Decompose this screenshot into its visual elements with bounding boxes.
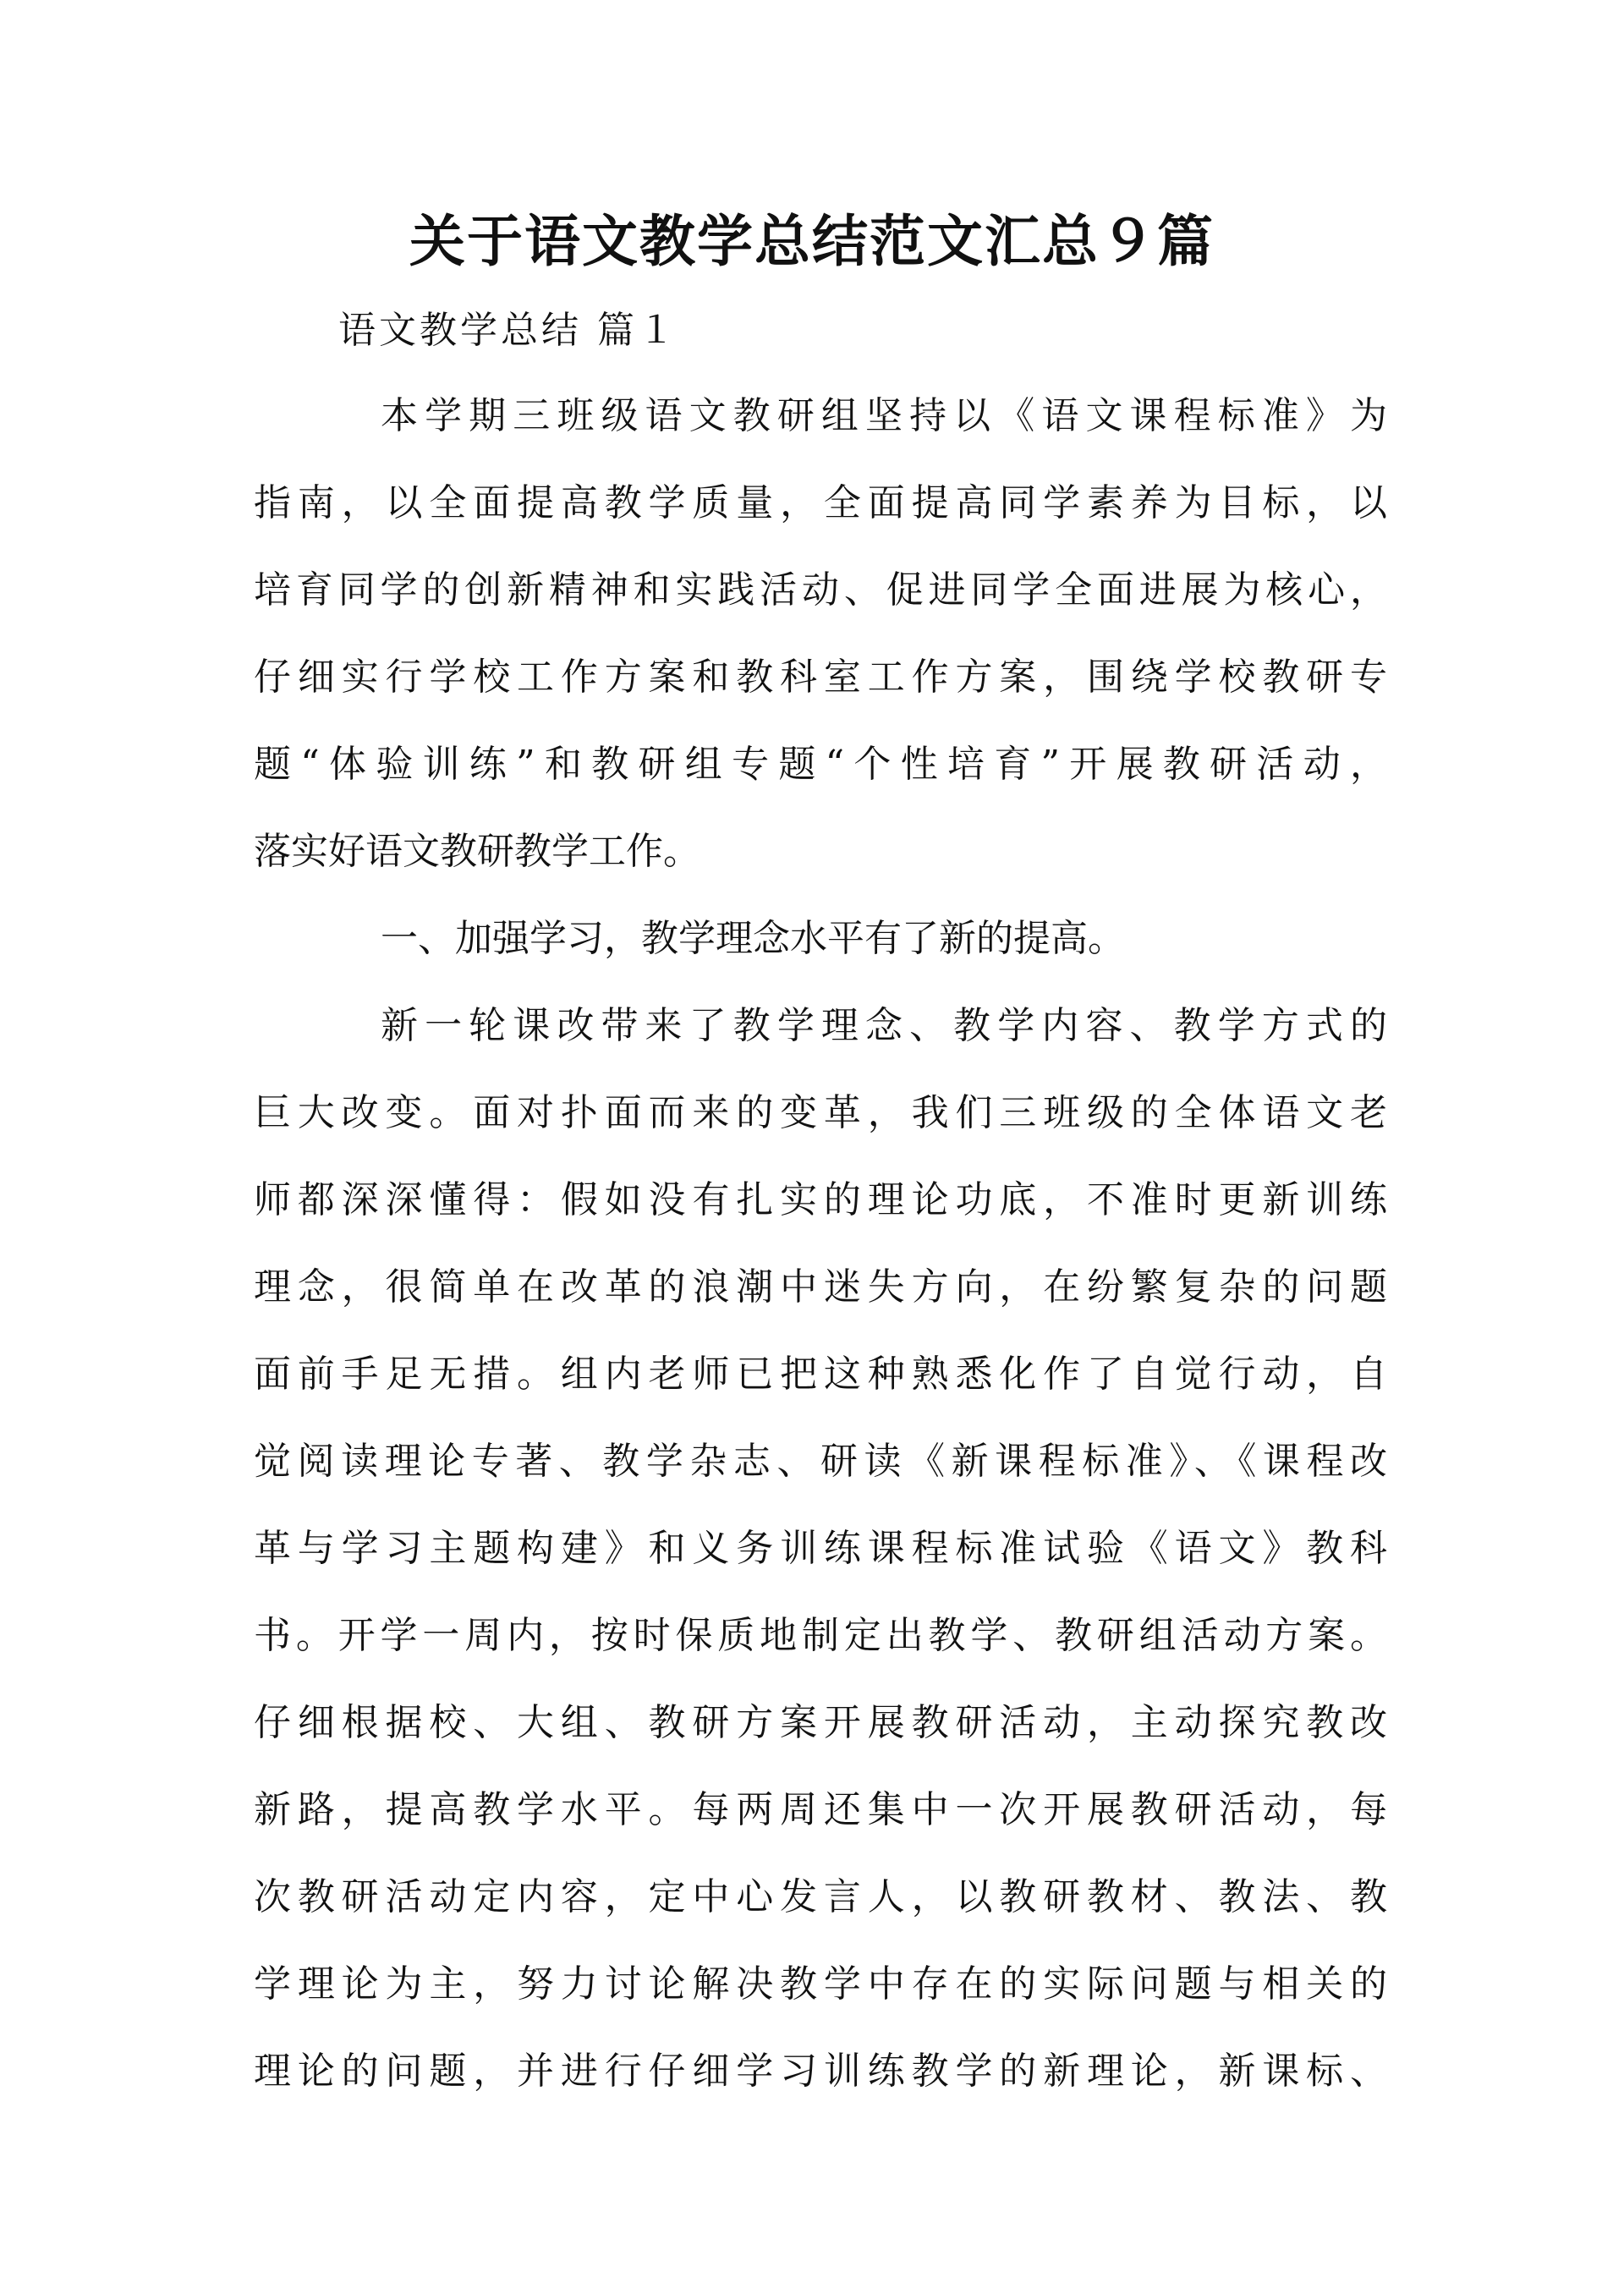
text-line: 仔细根据校、大组、教研方案开展教研活动，主动探究教改 [254, 1701, 1387, 1744]
text-line: 一、加强学习，教学理念水平有了新的提高。 [381, 917, 1125, 960]
text-line: 师都深深懂得：假如没有扎实的理论功底，不准时更新训练 [254, 1178, 1387, 1221]
text-line: 理念，很简单在改革的浪潮中迷失方向，在纷繁复杂的问题 [254, 1265, 1387, 1309]
section-heading: 语文教学总结 篇１ [338, 309, 678, 352]
text-line: 落实好语文教研教学工作。 [254, 830, 700, 873]
text-line: 革与学习主题构建》和义务训练课程标准试验《语文》教科 [254, 1527, 1387, 1570]
text-line: 学理论为主，努力讨论解决教学中存在的实际问题与相关的 [254, 1962, 1387, 2006]
text-line: 书。开学一周内，按时保质地制定出教学、教研组活动方案。 [254, 1614, 1387, 1657]
text-line: 新一轮课改带来了教学理念、教学内容、教学方式的 [381, 1004, 1387, 1047]
text-line: 新路，提高教学水平。每两周还集中一次开展教研活动，每 [254, 1788, 1387, 1831]
document-title: 关于语文教学总结范文汇总９篇 [409, 209, 1215, 274]
text-line: 面前手足无措。组内老师已把这种熟悉化作了自觉行动，自 [254, 1353, 1387, 1396]
body-text [254, 372, 1387, 2115]
text-line: 培育同学的创新精神和实践活动、促进同学全面进展为核心， [254, 568, 1387, 612]
text-line: 题“体验训练”和教研组专题“个性培育”开展教研活动， [254, 743, 1387, 786]
text-line: 次教研活动定内容，定中心发言人，以教研教材、教法、教 [254, 1875, 1387, 1918]
text-line: 指南，以全面提高教学质量，全面提高同学素养为目标，以 [254, 481, 1387, 524]
text-line: 本学期三班级语文教研组坚持以《语文课程标准》为 [381, 394, 1387, 437]
text-line: 理论的问题，并进行仔细学习训练教学的新理论，新课标、 [254, 2050, 1387, 2093]
text-line: 巨大改变。面对扑面而来的变革，我们三班级的全体语文老 [254, 1091, 1387, 1134]
text-line: 仔细实行学校工作方案和教科室工作方案，围绕学校教研专 [254, 656, 1387, 699]
text-line: 觉阅读理论专著、教学杂志、研读《新课程标准》、《课程改 [254, 1440, 1387, 1483]
